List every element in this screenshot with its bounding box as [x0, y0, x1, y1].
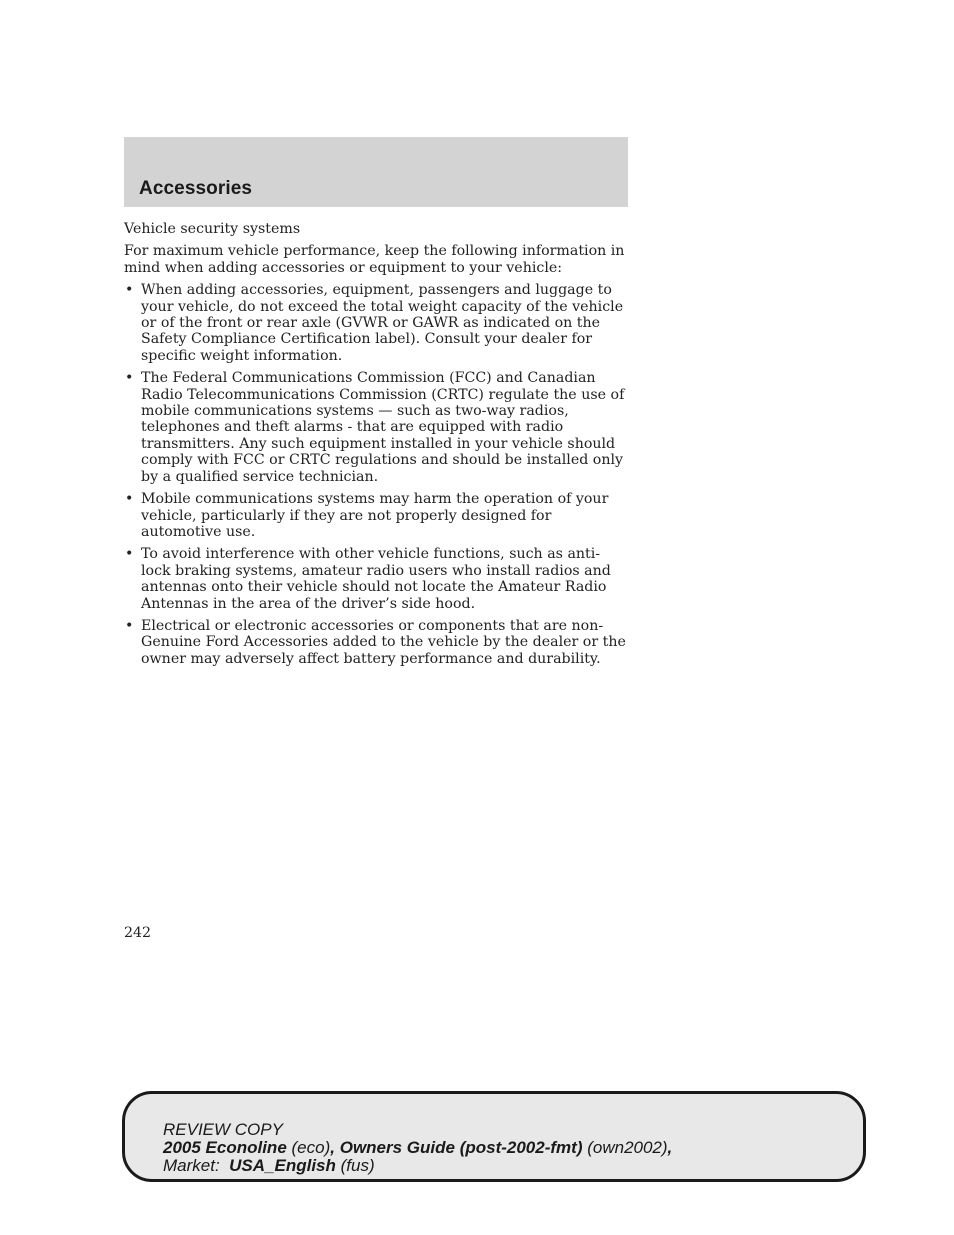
list-item — [124, 491, 629, 540]
bullet-icon: • — [125, 491, 134, 508]
footer-separator: , — [330, 1138, 335, 1157]
bullet-icon: • — [125, 617, 134, 634]
bullet-icon: • — [125, 370, 134, 387]
footer-model: 2005 Econoline — [163, 1138, 287, 1157]
footer-separator: , — [667, 1138, 673, 1157]
intro-paragraph: For maximum vehicle performance, keep the following information in mind when adding accessories or equipment to your vehicle: — [124, 243, 625, 276]
page-title: Accessories — [139, 178, 253, 199]
list-item — [124, 618, 629, 667]
footer-text — [163, 1119, 672, 1177]
footer-market-code: (fus) — [340, 1156, 375, 1175]
footer-market-label: Market: — [163, 1156, 220, 1175]
review-footer-box — [122, 1091, 866, 1182]
review-copy-label: REVIEW COPY — [163, 1120, 283, 1139]
bullet-list — [124, 282, 629, 667]
section-header-bar — [124, 137, 628, 207]
bullet-icon: • — [125, 282, 134, 299]
footer-guide-code: (own2002) — [587, 1138, 668, 1157]
list-item-text: Electrical or electronic accessories or components that are non-Genuine Ford Accessories added to the vehicle by the dealer or the owner may adversely affect battery performance and durability. — [141, 617, 626, 667]
list-item-text: Mobile communications systems may harm the operation of your vehicle, particularly if they are not properly designed for automotive use. — [141, 491, 609, 540]
footer-market: USA_English — [229, 1156, 336, 1175]
list-item — [124, 370, 629, 485]
list-item — [124, 546, 629, 612]
list-item-text: To avoid interference with other vehicle functions, such as anti-lock braking systems, amateur radio users who install radios and antennas onto their vehicle should not locate the Amateur Radio Antennas in the area of the driver’s side hood. — [141, 546, 611, 612]
list-item — [124, 282, 629, 364]
section-subtitle: Vehicle security systems — [124, 221, 301, 237]
footer-guide: Owners Guide (post-2002-fmt) — [339, 1138, 583, 1157]
list-item-text: When adding accessories, equipment, passengers and luggage to your vehicle, do not exceed the total weight capacity of the vehicle or of the front or rear axle (GVWR or GAWR as indicated on the Safety Compliance Certification label). Consult your dealer for specific weight information. — [141, 282, 624, 364]
list-item-text: The Federal Communications Commission (FCC) and Canadian Radio Telecommunications Commission (CRTC) regulate the use of mobile communications systems — such as two-way radios, telephones and theft alarms - that are equipped with radio transmitters. Any such equipment installed in your vehicle should comply with FCC or CRTC regulations and should be installed only by a qualified service technician. — [141, 370, 625, 485]
page-number: 242 — [124, 925, 152, 941]
main-content — [124, 221, 629, 673]
bullet-icon: • — [125, 546, 134, 563]
footer-model-code: (eco) — [291, 1138, 331, 1157]
